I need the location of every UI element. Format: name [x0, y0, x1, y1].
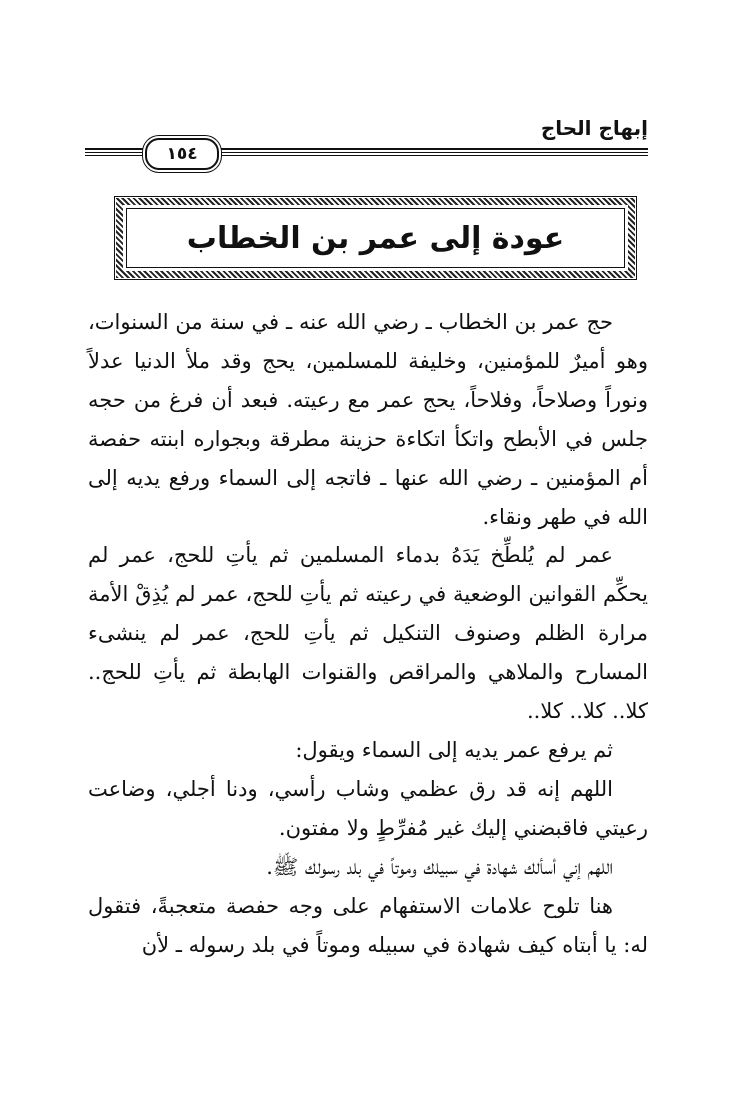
paragraph: حج عمر بن الخطاب ـ رضي الله عنه ـ في سنة من السنوات، وهو أميرٌ للمؤمنين، وخليفة للمسلمين، يحج وقد ملأ الدنيا عدلاً ونوراً وصلاحاً، وفلاحاً، يحج عمر مع رعيته. فبعد أن فرغ من حجه جلس في الأبطح واتكأ اتكاءة حزينة مطرقة وبجواره ابنته حفصة أم المؤمنين ـ رضي الله عنها ـ فاتجه إلى السماء ورفع يديه إلى الله في طهر ونقاء. — [88, 310, 648, 529]
book-title: إبهاج الحاج — [540, 116, 648, 140]
paragraph: ثم يرفع عمر يديه إلى السماء ويقول: — [295, 737, 613, 762]
paragraph: عمر لم يُلطِّخ يَدَهُ بدماء المسلمين ثم يأتِ للحج، عمر لم يحكِّم القوانين الوضعية في رعيته ثم يأتِ للحج، عمر لم يُذِقْ الأمة مرارة الظلم وصنوف التنكيل ثم يأتِ للحج، عمر لم ينشىء المسارح والملاهي والمراقص والقنوات الهابطة ثم يأتِ للحج.. كلا.. كلا.. كلا.. — [88, 543, 648, 724]
paragraph: هنا تلوح علامات الاستفهام على وجه حفصة متعجبةً، فتقول له: يا أبتاه كيف شهادة في سبيله وموتاً في بلد رسوله ـ لأن — [88, 893, 648, 957]
body-text — [88, 303, 648, 964]
page-number: ١٥٤ — [145, 138, 219, 170]
chapter-title: عودة إلى عمر بن الخطاب — [186, 220, 565, 256]
paragraph: اللهم إنه قد رق عظمي وشاب رأسي، ودنا أجلي، وضاعت رعيتي فاقبضني إليك غير مُفرِّطٍ ولا مفتون. — [88, 776, 648, 840]
chapter-title-inner — [126, 208, 625, 268]
chapter-title-frame — [116, 198, 635, 278]
page-header — [85, 112, 648, 162]
paragraph: اللهم إني أسألك شهادة في سبيلك وموتاً في بلد رسولك ﷺ. — [266, 854, 613, 879]
